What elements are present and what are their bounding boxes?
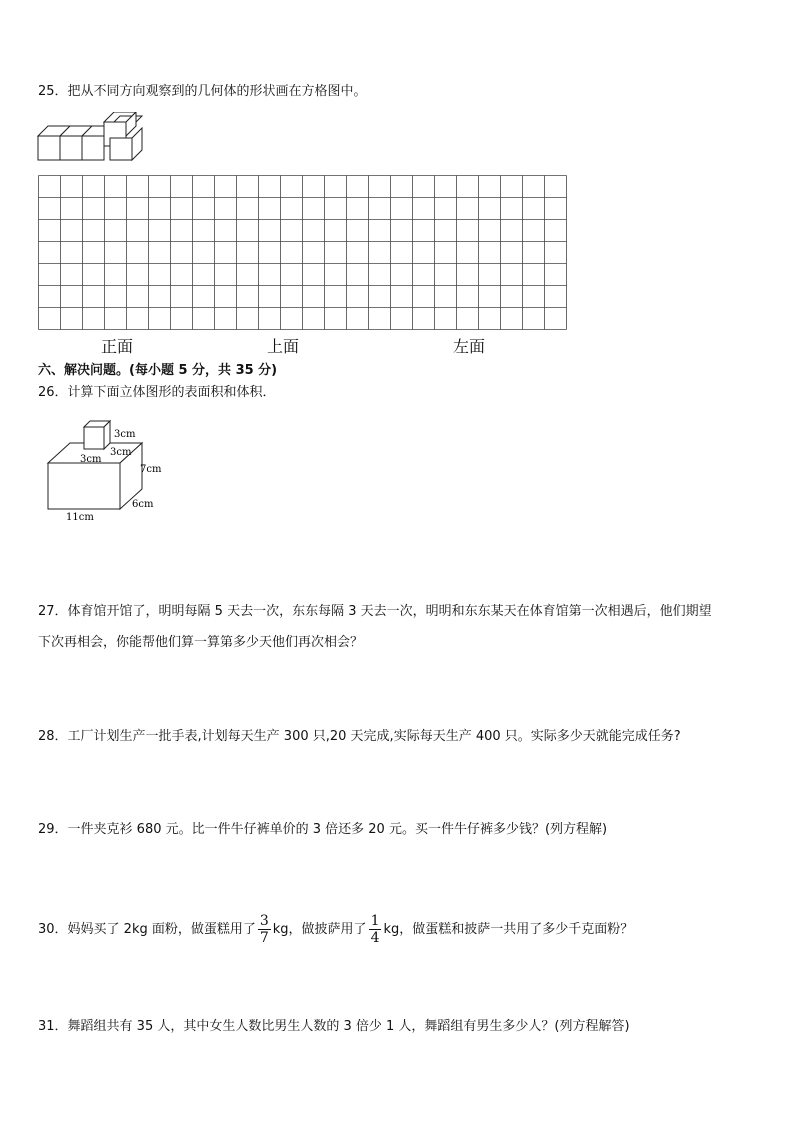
question-26-text: 26．计算下面立体图形的表面积和体积．	[38, 385, 276, 400]
question-31-text: 31．舞蹈组共有 35 人，其中女生人数比男生人数的 3 倍少 1 人，舞蹈组有男生多少人？(列方程解答)	[38, 1019, 630, 1034]
question-25-text: 25．把从不同方向观察到的几何体的形状画在方格图中。	[38, 84, 367, 99]
dim-small-width: 3cm	[80, 454, 102, 465]
dim-small-depth: 3cm	[110, 447, 132, 458]
section-6-title: 六、解决问题。(每小题 5 分，共 35 分)	[38, 363, 278, 378]
question-30-part1: 30．妈妈买了 2kg 面粉，做蛋糕用了	[38, 922, 256, 937]
question-30-part3: kg，做蛋糕和披萨一共用了多少千克面粉？	[383, 922, 634, 937]
question-27-line1: 27．体育馆开馆了，明明每隔 5 天去一次，东东每隔 3 天去一次，明明和东东某天在体育馆第一次相遇后，他们期望	[38, 604, 712, 619]
drawing-grid[interactable]	[38, 175, 568, 331]
fraction-three-sevenths: $\frac{3}{7}$	[259, 913, 269, 946]
dim-big-depth: 6cm	[132, 499, 154, 510]
dim-big-length: 11cm	[66, 512, 94, 523]
dim-small-height: 3cm	[114, 429, 136, 440]
dim-big-height: 7cm	[140, 464, 162, 475]
view-label-left: 左面	[453, 337, 486, 356]
question-28-text: 28．工厂计划生产一批手表,计划每天生产 300 只,20 天完成,实际每天生产 400 只。实际多少天就能完成任务?	[38, 729, 681, 744]
view-label-top: 上面	[267, 337, 300, 356]
fraction-one-quarter: $\frac{1}{4}$	[370, 913, 380, 946]
question-30	[38, 908, 633, 952]
question-30-part2: kg，做披萨用了	[272, 922, 367, 937]
question-27-line2: 下次再相会，你能帮他们算一算第多少天他们再次相会？	[38, 635, 364, 650]
cuboid-figure-q26	[40, 415, 170, 527]
cube-figure-q25	[36, 112, 156, 164]
view-label-front: 正面	[101, 337, 134, 356]
question-29-text: 29．一件夹克衫 680 元。比一件牛仔裤单价的 3 倍还多 20 元。买一件牛仔裤多少钱？(列方程解)	[38, 822, 608, 837]
